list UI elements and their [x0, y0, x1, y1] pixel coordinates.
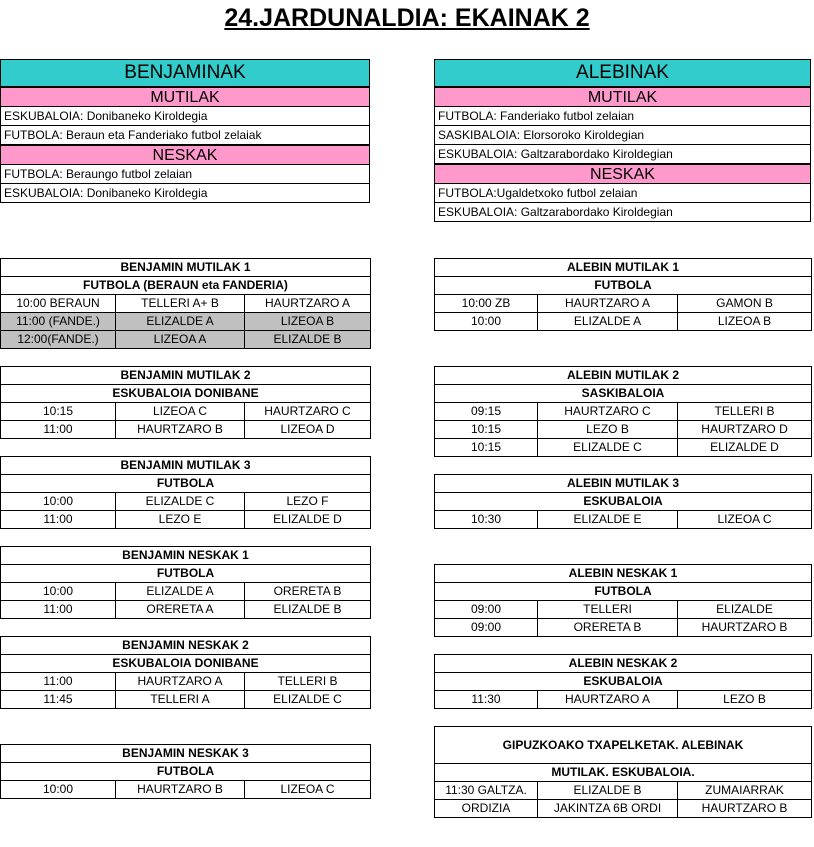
match-home: TELLERI A	[116, 691, 245, 709]
schedule-title: ALEBIN MUTILAK 2	[435, 367, 812, 385]
match-home: TELLERI A+ B	[116, 295, 245, 313]
match-row	[1, 421, 371, 439]
alebinak-neskak-venue: ESKUBALOIA: Galtzarabordako Kiroldegian	[434, 203, 811, 222]
match-home: HAURTZARO B	[116, 781, 245, 799]
schedule-sport: FUTBOLA	[1, 565, 371, 583]
match-away: ELIZALDE D	[678, 439, 812, 457]
schedule-sport: FUTBOLA (BERAUN eta FANDERIA)	[1, 277, 371, 295]
match-row	[1, 781, 371, 799]
alebinak-neskak-venue: FUTBOLA:Ugaldetxoko futbol zelaian	[434, 184, 811, 203]
match-row	[1, 583, 371, 601]
schedule-sport: FUTBOLA	[435, 277, 812, 295]
match-away: ELIZALDE D	[245, 511, 371, 529]
match-time: 11:00	[1, 673, 116, 691]
alebinak-mutilak-venue: FUTBOLA: Fanderiako futbol zelaian	[434, 107, 811, 126]
match-time: 09:00	[435, 601, 538, 619]
match-row	[1, 295, 371, 313]
match-home: TELLERI	[538, 601, 678, 619]
benjaminak-neskak-venue: FUTBOLA: Beraungo futbol zelaian	[0, 165, 370, 184]
match-away: ORERETA B	[245, 583, 371, 601]
match-time: 11:00	[1, 511, 116, 529]
match-row	[435, 439, 812, 457]
match-row	[435, 313, 812, 331]
match-row	[1, 493, 371, 511]
match-away: HAURTZARO C	[245, 403, 371, 421]
benjaminak-neskak-venue: ESKUBALOIA: Donibaneko Kiroldegia	[0, 184, 370, 203]
match-away: GAMON B	[678, 295, 812, 313]
match-row	[435, 691, 812, 709]
schedule-title: ALEBIN MUTILAK 1	[435, 259, 812, 277]
schedule-sport: ESKUBALOIA	[435, 493, 812, 511]
schedule-benjamin-mutilak-3	[0, 456, 371, 529]
schedule-title: ALEBIN NESKAK 1	[435, 565, 812, 583]
match-away: LEZO B	[678, 691, 812, 709]
match-row	[1, 403, 371, 421]
page-title: 24.JARDUNALDIA: EKAINAK 2	[224, 4, 590, 32]
match-row	[435, 782, 812, 800]
schedule-sport: FUTBOLA	[1, 475, 371, 493]
match-home: LEZO E	[116, 511, 245, 529]
match-away: HAURTZARO D	[678, 421, 812, 439]
schedule-gipuzkoa-alebinak	[434, 726, 812, 818]
schedule-alebin-mutilak-1	[434, 258, 812, 331]
match-row	[1, 673, 371, 691]
schedule-title: BENJAMIN MUTILAK 3	[1, 457, 371, 475]
schedule-benjamin-neskak-1	[0, 546, 371, 619]
schedule-title: BENJAMIN MUTILAK 1	[1, 259, 371, 277]
match-home: LIZEOA C	[116, 403, 245, 421]
schedule-benjamin-neskak-2	[0, 636, 371, 709]
match-away: ELIZALDE C	[245, 691, 371, 709]
alebinak-mutilak-venue: ESKUBALOIA: Galtzarabordako Kiroldegian	[434, 145, 811, 164]
match-time: 11:30	[435, 691, 538, 709]
match-home: JAKINTZA 6B ORDI	[538, 800, 678, 818]
schedule-alebin-neskak-2	[434, 654, 812, 709]
schedule-title: ALEBIN MUTILAK 3	[435, 475, 812, 493]
benjaminak-header: BENJAMINAK	[0, 59, 370, 87]
match-time: 09:00	[435, 619, 538, 637]
schedule-sport: FUTBOLA	[435, 583, 812, 601]
alebinak-mutilak-label: MUTILAK	[434, 87, 811, 107]
match-away: LIZEOA B	[245, 313, 371, 331]
match-away: TELLERI B	[678, 403, 812, 421]
match-time: ORDIZIA	[435, 800, 538, 818]
match-time: 10:00 ZB	[435, 295, 538, 313]
schedule-sport: ESKUBALOIA	[435, 673, 812, 691]
match-time: 10:00	[1, 781, 116, 799]
match-row	[435, 403, 812, 421]
match-away: ELIZALDE B	[245, 331, 371, 349]
match-away: LIZEOA D	[245, 421, 371, 439]
schedule-alebin-neskak-1	[434, 564, 812, 637]
schedule-title: ALEBIN NESKAK 2	[435, 655, 812, 673]
schedule-title: GIPUZKOAKO TXAPELKETAK. ALEBINAK	[435, 727, 812, 764]
match-row	[1, 511, 371, 529]
match-row	[435, 421, 812, 439]
match-time: 11:00	[1, 601, 116, 619]
match-home: ELIZALDE C	[538, 439, 678, 457]
match-row	[1, 331, 371, 349]
match-row	[435, 619, 812, 637]
match-time: 10:00 BERAUN	[1, 295, 116, 313]
schedule-sport: MUTILAK. ESKUBALOIA.	[435, 764, 812, 782]
match-time: 12:00(FANDE.)	[1, 331, 116, 349]
schedule-alebin-mutilak-2	[434, 366, 812, 457]
match-time: 10:15	[1, 403, 116, 421]
schedule-title: BENJAMIN NESKAK 2	[1, 637, 371, 655]
alebinak-header: ALEBINAK	[434, 59, 811, 87]
match-home: ELIZALDE A	[116, 583, 245, 601]
match-time: 10:15	[435, 421, 538, 439]
match-row	[435, 295, 812, 313]
match-row	[1, 691, 371, 709]
match-time: 10:00	[435, 313, 538, 331]
match-home: HAURTZARO A	[538, 691, 678, 709]
match-home: LEZO B	[538, 421, 678, 439]
benjaminak-neskak-label: NESKAK	[0, 145, 370, 165]
match-row	[435, 601, 812, 619]
benjaminak-mutilak-venue: ESKUBALOIA: Donibaneko Kiroldegia	[0, 107, 370, 126]
match-home: ORERETA B	[538, 619, 678, 637]
match-home: ORERETA A	[116, 601, 245, 619]
schedule-sport: ESKUBALOIA DONIBANE	[1, 655, 371, 673]
match-home: LIZEOA A	[116, 331, 245, 349]
match-away: ELIZALDE	[678, 601, 812, 619]
schedule-title: BENJAMIN NESKAK 3	[1, 745, 371, 763]
match-row	[1, 313, 371, 331]
benjaminak-mutilak-label: MUTILAK	[0, 87, 370, 107]
match-home: ELIZALDE E	[538, 511, 678, 529]
match-home: HAURTZARO A	[538, 295, 678, 313]
match-row	[1, 601, 371, 619]
schedule-benjamin-neskak-3	[0, 744, 371, 799]
match-home: ELIZALDE C	[116, 493, 245, 511]
match-away: ZUMAIARRAK	[678, 782, 812, 800]
match-time: 11:00	[1, 421, 116, 439]
match-row	[435, 511, 812, 529]
match-away: HAURTZARO B	[678, 619, 812, 637]
match-home: ELIZALDE A	[116, 313, 245, 331]
benjaminak-mutilak-venue: FUTBOLA: Beraun eta Fanderiako futbol zelaiak	[0, 126, 370, 145]
match-away: LEZO F	[245, 493, 371, 511]
schedule-sport: ESKUBALOIA DONIBANE	[1, 385, 371, 403]
match-time: 11:45	[1, 691, 116, 709]
match-away: HAURTZARO B	[678, 800, 812, 818]
match-away: LIZEOA C	[245, 781, 371, 799]
schedule-benjamin-mutilak-1	[0, 258, 371, 349]
match-row	[435, 800, 812, 818]
match-away: ELIZALDE B	[245, 601, 371, 619]
alebinak-mutilak-venue: SASKIBALOIA: Elorsoroko Kiroldegian	[434, 126, 811, 145]
schedule-title: BENJAMIN NESKAK 1	[1, 547, 371, 565]
match-time: 11:00 (FANDE.)	[1, 313, 116, 331]
match-away: LIZEOA B	[678, 313, 812, 331]
match-home: ELIZALDE B	[538, 782, 678, 800]
match-away: TELLERI B	[245, 673, 371, 691]
match-home: ELIZALDE A	[538, 313, 678, 331]
match-time: 09:15	[435, 403, 538, 421]
alebinak-neskak-label: NESKAK	[434, 164, 811, 184]
match-time: 10:00	[1, 493, 116, 511]
match-home: HAURTZARO A	[116, 673, 245, 691]
match-away: HAURTZARO A	[245, 295, 371, 313]
match-time: 10:00	[1, 583, 116, 601]
match-time: 10:15	[435, 439, 538, 457]
schedule-sport: SASKIBALOIA	[435, 385, 812, 403]
schedule-title: BENJAMIN MUTILAK 2	[1, 367, 371, 385]
schedule-benjamin-mutilak-2	[0, 366, 371, 439]
match-home: HAURTZARO B	[116, 421, 245, 439]
schedule-alebin-mutilak-3	[434, 474, 812, 529]
schedule-sport: FUTBOLA	[1, 763, 371, 781]
match-time: 11:30 GALTZA.	[435, 782, 538, 800]
match-home: HAURTZARO C	[538, 403, 678, 421]
match-away: LIZEOA C	[678, 511, 812, 529]
match-time: 10:30	[435, 511, 538, 529]
